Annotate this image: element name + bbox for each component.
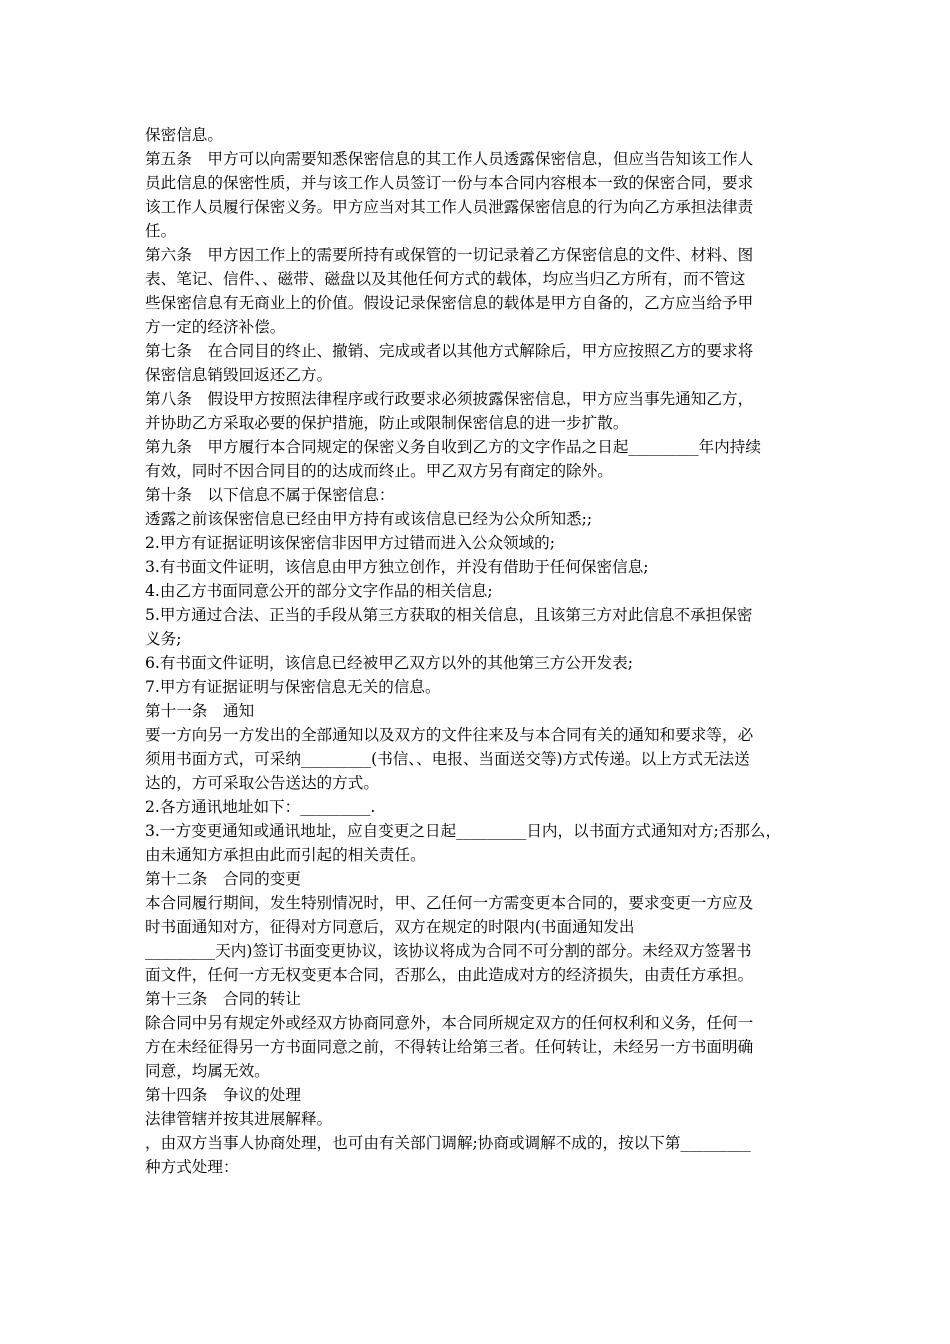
document-line: 种方式处理：: [145, 1158, 239, 1176]
document-line: 第十三条 合同的转让: [145, 990, 301, 1008]
document-line: 第九条 甲方履行本合同规定的保密义务自收到乙方的文字作品之日起_________年内持续: [145, 438, 761, 456]
document-line: 由未通知方承担由此而引起的相关责任。: [145, 846, 426, 864]
document-line: 表、笔记、信件、、磁带、磁盘以及其他任何方式的载体，均应当归乙方所有，而不管这: [145, 270, 746, 288]
document-line: 透露之前该保密信息已经由甲方持有或该信息已经为公众所知悉;;: [145, 510, 593, 528]
document-line: 2.各方通讯地址如下：_________.: [145, 798, 376, 816]
document-line: 同意，均属无效。: [145, 1062, 270, 1080]
document-line: 保密信息销毁回返还乙方。: [145, 366, 333, 384]
document-line: 时书面通知对方，征得对方同意后，双方在规定的时限内(书面通知发出: [145, 918, 635, 936]
document-line: 方在未经征得另一方书面同意之前，不得转让给第三者。任何转让，未经另一方书面明确: [145, 1038, 754, 1056]
document-line: 除合同中另有规定外或经双方协商同意外，本合同所规定双方的任何权利和义务，任何一: [145, 1014, 754, 1032]
document-line: 要一方向另一方发出的全部通知以及双方的文件往来及与本合同有关的通知和要求等，必: [145, 726, 754, 744]
document-line: 并协助乙方采取必要的保护措施，防止或限制保密信息的进一步扩散。: [145, 414, 629, 432]
document-body: [145, 123, 817, 1179]
document-line: 第五条 甲方可以向需要知悉保密信息的其工作人员透露保密信息，但应当告知该工作人: [145, 150, 754, 168]
document-line: 第十条 以下信息不属于保密信息：: [145, 486, 395, 504]
document-line: 保密信息。: [145, 126, 223, 144]
document-line: 4.由乙方书面同意公开的部分文字作品的相关信息;: [145, 582, 493, 600]
document-line: 法律管辖并按其进展解释。: [145, 1110, 333, 1128]
document-line: 第六条 甲方因工作上的需要所持有或保管的一切记录着乙方保密信息的文件、材料、图: [145, 246, 754, 264]
document-line: 第十二条 合同的变更: [145, 870, 301, 888]
document-line: 义务;: [145, 630, 182, 648]
document-line: ，由双方当事人协商处理，也可由有关部门调解;协商或调解不成的，按以下第_________: [145, 1134, 751, 1152]
document-line: 3.有书面文件证明，该信息由甲方独立创作，并没有借助于任何保密信息;: [145, 558, 649, 576]
document-line: 达的，方可采取公告送达的方式。: [145, 774, 379, 792]
document-line: 7.甲方有证据证明与保密信息无关的信息。: [145, 678, 441, 696]
document-line: 3.一方变更通知或通讯地址，应自变更之日起_________日内，以书面方式通知对方;否那么，: [145, 822, 782, 840]
document-line: 2.甲方有证据证明该保密信非因甲方过错而进入公众领域的;: [145, 534, 555, 552]
document-line: 本合同履行期间，发生特别情况时，甲、乙任何一方需变更本合同的，要求变更一方应及: [145, 894, 754, 912]
document-line: 第八条 假设甲方按照法律程序或行政要求必须披露保密信息，甲方应当事先通知乙方，: [145, 390, 754, 408]
document-line: 方一定的经济补偿。: [145, 318, 286, 336]
document-line: _________天内)签订书面变更协议，该协议将成为合同不可分割的部分。未经双方签署书: [145, 942, 752, 960]
document-line: 面文件，任何一方无权变更本合同，否那么，由此造成对方的经济损失，由责任方承担。: [145, 966, 754, 984]
document-line: 有效，同时不因合同目的的达成而终止。甲乙双方另有商定的除外。: [145, 462, 613, 480]
document-line: 5.甲方通过合法、正当的手段从第三方获取的相关信息，且该第三方对此信息不承担保密: [145, 606, 753, 624]
document-line: 须用书面方式，可采纳_________(书信、、电报、当面送交等)方式传递。以上方式无法送: [145, 750, 750, 768]
document-line: 第十一条 通知: [145, 702, 255, 720]
document-line: 员此信息的保密性质，并与该工作人员签订一份与本合同内容根本一致的保密合同，要求: [145, 174, 754, 192]
document-line: 该工作人员履行保密义务。甲方应当对其工作人员泄露保密信息的行为向乙方承担法律责: [145, 198, 754, 216]
document-line: 6.有书面文件证明，该信息已经被甲乙双方以外的其他第三方公开发表;: [145, 654, 633, 672]
document-line: 第七条 在合同目的终止、撤销、完成或者以其他方式解除后，甲方应按照乙方的要求将: [145, 342, 754, 360]
document-line: 些保密信息有无商业上的价值。假设记录保密信息的载体是甲方自备的，乙方应当给予甲: [145, 294, 754, 312]
document-line: 任。: [145, 222, 177, 240]
document-line: 第十四条 争议的处理: [145, 1086, 301, 1104]
